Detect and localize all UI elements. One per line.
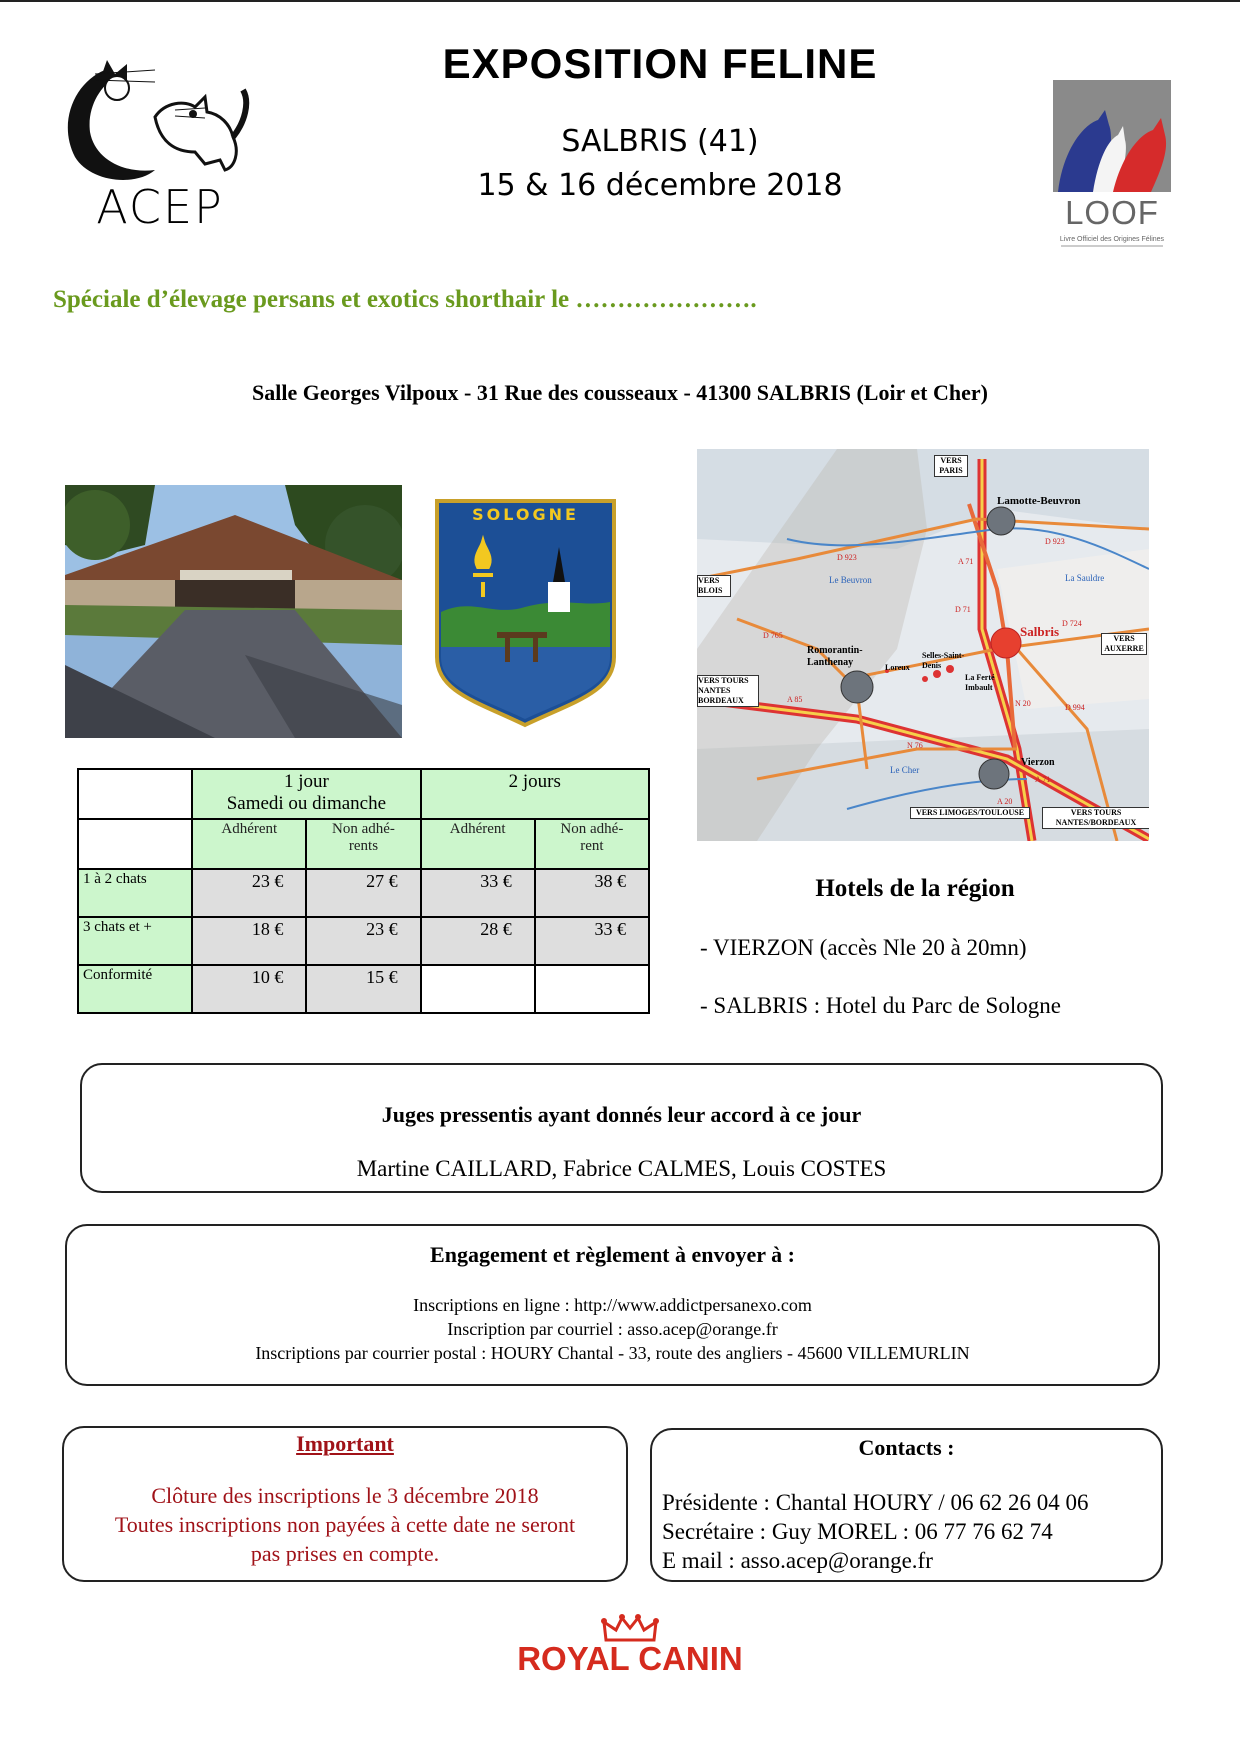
price-cell: 27 € [306, 869, 420, 917]
engagement-line-postal: Inscriptions par courrier postal : HOURY Chantal - 33, route des angliers - 45600 VILLEMURLIN [255, 1343, 970, 1363]
engagement-line-email: Inscription par courriel : asso.acep@orange.fr [447, 1319, 778, 1339]
map-road-n76: N 76 [907, 741, 923, 750]
map-town-laferte: La Ferté Imbault [965, 673, 995, 692]
venue-address: Salle Georges Vilpoux - 31 Rue des cousseaux - 41300 SALBRIS (Loir et Cher) [252, 380, 988, 405]
contact-secretaire: Secrétaire : Guy MOREL : 06 77 76 62 74 [662, 1519, 1053, 1544]
map-road-d923-east: D 923 [1045, 537, 1065, 546]
sologne-crest [433, 497, 618, 729]
map-town-romorantin: Romorantin-Lanthenay [807, 645, 863, 668]
price-cell-empty [421, 965, 535, 1013]
crown-icon [600, 1614, 660, 1642]
map-town-loreux: Loreux [885, 663, 910, 672]
table-corner-sub [78, 819, 192, 869]
price-cell: 33 € [421, 869, 535, 917]
hotels-title: Hotels de la région [815, 875, 1015, 902]
venue-photo [65, 485, 402, 738]
map-road-a20: A 20 [997, 797, 1013, 806]
price-cell: 38 € [535, 869, 649, 917]
map-road-n20: N 20 [1015, 699, 1031, 708]
pricing-table [77, 768, 650, 1014]
engagement-line-online: Inscriptions en ligne : http://www.addictpersanexo.com [413, 1295, 812, 1315]
map-town-salbris: Salbris [1020, 624, 1060, 639]
important-line: Toutes inscriptions non payées à cette date ne seront [114, 1512, 576, 1537]
loof-logo-text: LOOF [1065, 194, 1159, 231]
map-road-d994: D 994 [1065, 703, 1085, 712]
juges-title: Juges pressentis ayant donnés leur accord à ce jour [381, 1102, 862, 1127]
price-cell: 23 € [192, 869, 306, 917]
subheader-non-adherent-1 [306, 819, 420, 869]
important-line: pas prises en compte. [250, 1541, 440, 1566]
table-row [78, 965, 649, 1013]
juges-names: Martine CAILLARD, Fabrice CALMES, Louis COSTES [356, 1156, 887, 1181]
price-cell: 15 € [306, 965, 420, 1013]
price-cell-empty [535, 965, 649, 1013]
header-1-jour-line1: 1 jour [283, 771, 329, 792]
row-label: 3 chats et + [78, 917, 192, 965]
map-road-a71-north: A 71 [958, 557, 974, 566]
map-road-d923-west: D 923 [837, 553, 857, 562]
royal-canin-logo: ROYAL CANIN [517, 1640, 743, 1677]
table-corner [78, 769, 192, 819]
price-cell: 23 € [306, 917, 420, 965]
table-header-1-jour [192, 769, 420, 819]
table-header-2-jours: 2 jours [421, 769, 649, 819]
subheader-non-adherent-2-l2: rent [580, 838, 604, 854]
event-city: SALBRIS (41) [561, 124, 759, 159]
price-cell: 28 € [421, 917, 535, 965]
subheader-non-adherent-2-l1: Non adhé- [560, 821, 624, 837]
table-row [78, 869, 649, 917]
map-river-beuvron: Le Beuvron [829, 575, 872, 585]
page-title: EXPOSITION FELINE [442, 40, 878, 87]
map-road-a85: A 85 [787, 695, 803, 704]
speciale-elevage-line: Spéciale d’élevage persans et exotics shorthair le …………………. [53, 286, 757, 313]
engagement-title: Engagement et règlement à envoyer à : [430, 1242, 795, 1267]
region-map [697, 449, 1149, 841]
acep-cat-logo [55, 52, 265, 192]
map-town-vierzon: Vierzon [1021, 757, 1055, 768]
map-town-lamotte: Lamotte-Beuvron [997, 495, 1081, 507]
map-label-limoges: VERS LIMOGES/TOULOUSE [910, 807, 1030, 819]
crest-label: SOLOGNE [472, 505, 579, 524]
map-label-tours-bordeaux: VERS TOURS NANTES/BORDEAUX [1042, 807, 1149, 829]
event-dates: 15 & 16 décembre 2018 [477, 168, 843, 203]
row-label: Conformité [78, 965, 192, 1013]
subheader-adherent-1: Adhérent [192, 819, 306, 869]
contacts-title: Contacts : [858, 1435, 955, 1460]
contact-presidente: Présidente : Chantal HOURY / 06 62 26 04 06 [662, 1490, 1089, 1515]
table-row [78, 917, 649, 965]
map-road-d765: D 765 [763, 631, 783, 640]
subheader-adherent-2: Adhérent [421, 819, 535, 869]
map-roads [697, 449, 1149, 841]
map-river-sauldre: La Sauldre [1065, 573, 1105, 583]
map-road-d724: D 724 [1062, 619, 1082, 628]
hotel-item: - SALBRIS : Hotel du Parc de Sologne [700, 993, 1061, 1018]
price-cell: 33 € [535, 917, 649, 965]
top-border [0, 0, 1240, 2]
map-road-a71-south: A 71 [1035, 775, 1051, 784]
row-label: 1 à 2 chats [78, 869, 192, 917]
contact-email: E mail : asso.acep@orange.fr [662, 1548, 933, 1573]
subheader-non-adherent-1-l1: Non adhé- [332, 821, 395, 837]
subheader-non-adherent-2 [535, 819, 649, 869]
map-river-cher: Le Cher [890, 765, 920, 775]
price-cell: 18 € [192, 917, 306, 965]
header-1-jour-line2: Samedi ou dimanche [226, 793, 387, 814]
hotel-item: - VIERZON (accès Nle 20 à 20mn) [700, 935, 1027, 960]
map-road-d71: D 71 [955, 605, 971, 614]
map-town-selles: Selles-Saint-Denis [922, 651, 965, 670]
subheader-non-adherent-1-l2: rents [348, 838, 379, 854]
map-label-tours: VERS TOURS NANTES BORDEAUX [697, 675, 759, 707]
important-title: Important [296, 1431, 394, 1456]
loof-logo-subtitle: Livre Officiel des Origines Félines [1059, 236, 1165, 243]
important-line: Clôture des inscriptions le 3 décembre 2018 [151, 1483, 539, 1508]
acep-logo-text: ACEP [96, 180, 224, 234]
map-label-auxerre: VERS AUXERRE [1101, 633, 1147, 655]
map-label-paris: VERS PARIS [934, 455, 968, 477]
price-cell: 10 € [192, 965, 306, 1013]
map-label-blois: VERS BLOIS [697, 575, 731, 597]
